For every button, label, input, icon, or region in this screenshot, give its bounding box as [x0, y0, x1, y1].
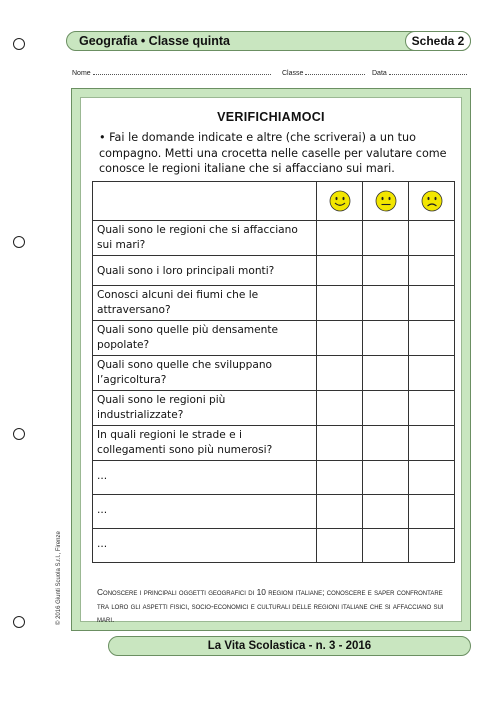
rating-box-sad[interactable]	[409, 529, 455, 563]
rating-box-happy[interactable]	[317, 221, 363, 256]
table-row	[93, 356, 455, 391]
name-label: Nome	[72, 70, 91, 77]
rating-box-neutral[interactable]	[363, 221, 409, 256]
subject-title: Geografia • Classe quinta	[79, 34, 230, 48]
question-cell: Quali sono quelle che sviluppano l’agricoltura?	[93, 356, 317, 391]
class-label: Classe	[282, 70, 304, 77]
binder-hole	[13, 38, 25, 50]
rating-box-sad[interactable]	[409, 256, 455, 286]
rating-box-sad[interactable]	[409, 356, 455, 391]
worksheet-panel	[71, 88, 471, 631]
learning-objective-note: Conoscere i principali oggetti geografici di 10 regioni italiane; conoscere e saper confrontare tra loro gli aspetti fisici, socio-economici e culturali delle regioni italiane che si affacciano sui mari.	[97, 587, 444, 624]
table-row	[93, 286, 455, 321]
header-empty-cell	[93, 182, 317, 221]
rating-box-sad[interactable]	[409, 286, 455, 321]
smiley-neutral-icon	[375, 190, 397, 212]
rating-box-happy[interactable]	[317, 495, 363, 529]
header-neutral-cell	[363, 182, 409, 221]
question-cell: Quali sono i loro principali monti?	[93, 256, 317, 286]
rating-box-neutral[interactable]	[363, 321, 409, 356]
rating-box-happy[interactable]	[317, 286, 363, 321]
rating-box-neutral[interactable]	[363, 426, 409, 461]
rating-box-neutral[interactable]	[363, 356, 409, 391]
rating-box-neutral[interactable]	[363, 391, 409, 426]
sheet-label: Scheda 2	[405, 31, 471, 51]
question-cell[interactable]: ...	[93, 529, 317, 563]
question-cell: Conosci alcuni dei fiumi che le attraversano?	[93, 286, 317, 321]
question-cell: In quali regioni le strade e i collegamenti sono più numerosi?	[93, 426, 317, 461]
table-row	[93, 426, 455, 461]
rating-box-sad[interactable]	[409, 391, 455, 426]
student-fields	[72, 67, 472, 79]
rating-box-happy[interactable]	[317, 356, 363, 391]
rating-box-happy[interactable]	[317, 461, 363, 495]
rating-box-happy[interactable]	[317, 529, 363, 563]
table-row	[93, 461, 455, 495]
question-cell[interactable]: ...	[93, 495, 317, 529]
rating-box-happy[interactable]	[317, 321, 363, 356]
header-bar	[66, 31, 471, 51]
rating-box-sad[interactable]	[409, 321, 455, 356]
smiley-sad-icon	[421, 190, 443, 212]
question-cell: Quali sono quelle più densamente popolate?	[93, 321, 317, 356]
rating-box-sad[interactable]	[409, 461, 455, 495]
binder-hole	[13, 428, 25, 440]
rating-box-neutral[interactable]	[363, 495, 409, 529]
table-row	[93, 391, 455, 426]
rating-box-neutral[interactable]	[363, 529, 409, 563]
header-sad-cell	[409, 182, 455, 221]
question-cell: Quali sono le regioni più industrializzate?	[93, 391, 317, 426]
copyright-text: © 2016 Giunti Scuola S.r.l., Firenze	[56, 531, 62, 625]
self-evaluation-table	[92, 181, 455, 563]
table-row	[93, 256, 455, 286]
table-row	[93, 321, 455, 356]
table-row	[93, 221, 455, 256]
header-happy-cell	[317, 182, 363, 221]
rating-box-happy[interactable]	[317, 391, 363, 426]
table-row	[93, 495, 455, 529]
table-row	[93, 529, 455, 563]
rating-box-sad[interactable]	[409, 495, 455, 529]
binder-hole	[13, 236, 25, 248]
date-field[interactable]	[372, 67, 467, 77]
name-field[interactable]	[72, 67, 271, 77]
worksheet-title: VERIFICHIAMOCI	[217, 110, 325, 124]
date-label: Data	[372, 70, 387, 77]
rating-box-happy[interactable]	[317, 426, 363, 461]
question-cell[interactable]: ...	[93, 461, 317, 495]
rating-box-neutral[interactable]	[363, 461, 409, 495]
smiley-happy-icon	[329, 190, 351, 212]
instructions-text: • Fai le domande indicate e altre (che scriverai) a un tuo compagno. Metti una crocetta nelle caselle per valutare come conosce le regioni italiane che si affacciano sui mari.	[99, 131, 447, 175]
question-cell: Quali sono le regioni che si affacciano sui mari?	[93, 221, 317, 256]
rating-box-neutral[interactable]	[363, 256, 409, 286]
rating-box-sad[interactable]	[409, 221, 455, 256]
rating-box-happy[interactable]	[317, 256, 363, 286]
worksheet-content	[80, 97, 462, 622]
binder-hole	[13, 616, 25, 628]
rating-box-neutral[interactable]	[363, 286, 409, 321]
rating-box-sad[interactable]	[409, 426, 455, 461]
table-header-row	[93, 182, 455, 221]
class-field[interactable]	[282, 67, 365, 77]
publication-footer: La Vita Scolastica - n. 3 - 2016	[108, 636, 471, 656]
